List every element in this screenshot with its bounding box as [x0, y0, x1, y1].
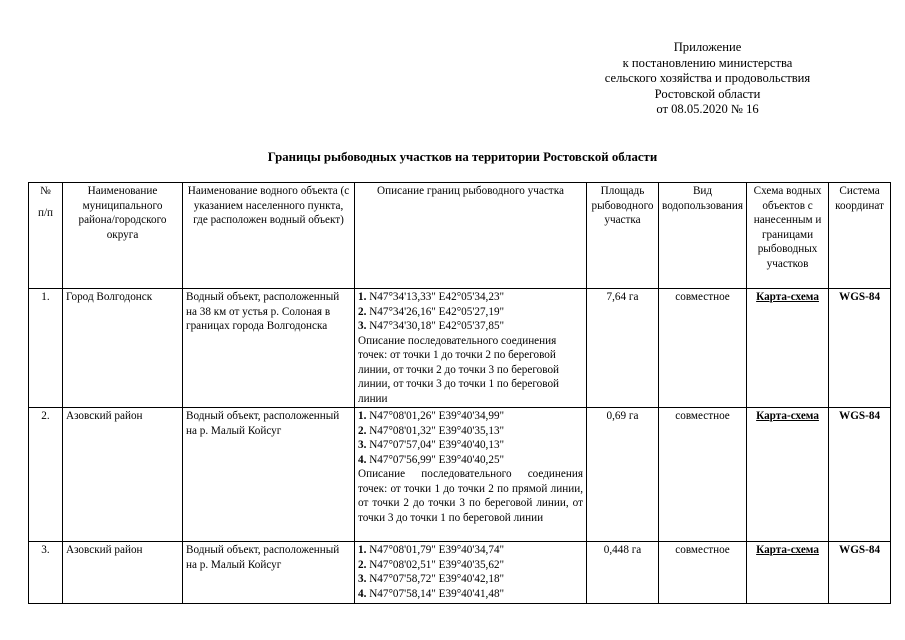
row-area: 0,69 га [587, 408, 659, 542]
table-row [29, 408, 891, 542]
header-scheme: Схема водных объектов с нанесенным и границами рыбоводных участков [747, 183, 829, 289]
row-municipality: Город Волгодонск [63, 289, 183, 408]
row-municipality: Азовский район [63, 408, 183, 542]
appendix-line: сельского хозяйства и продовольствия [604, 71, 811, 86]
appendix-header [560, 40, 855, 118]
header-boundaries: Описание границ рыбоводного участка [355, 183, 587, 289]
coordinate-point: 4. N47°07'58,14" E39°40'41,48" [358, 587, 505, 600]
header-area: Площадь рыбоводного участка [587, 183, 659, 289]
row-scheme [747, 542, 829, 604]
scheme-link[interactable]: Карта-схема [756, 544, 819, 556]
appendix-line: Приложение [673, 40, 742, 54]
row-usage: совместное [659, 289, 747, 408]
coordinate-point: 4. N47°07'56,99" E39°40'40,25" [358, 453, 505, 466]
row-number: 3. [29, 542, 63, 604]
coordinate-point: 1. N47°08'01,79" E39°40'34,74" [358, 544, 505, 556]
row-water-object: Водный объект, расположенный на р. Малый Койсуг [183, 408, 355, 542]
row-boundaries [355, 408, 587, 542]
header-municipality: Наименование муниципального района/городского округа [63, 183, 183, 289]
document-title: Границы рыбоводных участков на территории Ростовской области [267, 150, 658, 164]
row-scheme [747, 289, 829, 408]
row-usage: совместное [659, 542, 747, 604]
row-water-object: Водный объект, расположенный на 38 км от устья р. Солоная в границах города Волгодонска [183, 289, 355, 408]
appendix-line: от 08.05.2020 № 16 [656, 102, 759, 117]
row-usage: совместное [659, 408, 747, 542]
fish-farming-areas-table [28, 182, 891, 604]
coordinate-point: 1. N47°34'13,33" E42°05'34,23" [358, 291, 505, 303]
row-number: 2. [29, 408, 63, 542]
coordinate-point: 2. N47°08'02,51" E39°40'35,62" [358, 558, 505, 571]
table-row [29, 289, 891, 408]
header-water-object: Наименование водного объекта (с указанием населенного пункта, где расположен водный объект) [183, 183, 355, 289]
coordinate-point: 3. N47°07'57,04" E39°40'40,13" [358, 439, 505, 451]
header-usage: Вид водопользования [659, 183, 747, 289]
header-num: № п/п [29, 183, 63, 289]
row-area: 7,64 га [587, 289, 659, 408]
appendix-line: Ростовской области [654, 86, 761, 101]
coordinate-point: 2. N47°08'01,32" E39°40'35,13" [358, 424, 505, 437]
row-boundaries [355, 289, 587, 408]
row-municipality: Азовский район [63, 542, 183, 604]
boundary-description: Описание последовательного соединения точек: от точки 1 до точки 2 по прямой линии, от точки 2 до точки 3 по береговой линии, от точки 3 до точки 1 по береговой линии [358, 468, 583, 524]
scheme-link[interactable]: Карта-схема [756, 291, 819, 303]
coordinate-point: 2. N47°34'26,16" E42°05'27,19" [358, 305, 505, 318]
boundary-description: Описание последовательного соединения точек: от точки 1 до точки 2 по береговой линии, от точки 2 до точки 3 по береговой линии, от точки 3 до точки 1 по береговой линии [358, 334, 560, 405]
row-boundaries [355, 542, 587, 604]
coordinate-point: 3. N47°34'30,18" E42°05'37,85" [358, 320, 505, 332]
row-number: 1. [29, 289, 63, 408]
row-coord-system: WGS-84 [829, 289, 891, 408]
coordinate-point: 3. N47°07'58,72" E39°40'42,18" [358, 573, 505, 585]
table-header-row [29, 183, 891, 289]
header-system: Система координат [829, 183, 891, 289]
row-coord-system: WGS-84 [829, 408, 891, 542]
appendix-line: к постановлению министерства [622, 55, 793, 70]
table-row [29, 542, 891, 604]
coordinate-point: 1. N47°08'01,26" E39°40'34,99" [358, 410, 505, 422]
scheme-link[interactable]: Карта-схема [756, 410, 819, 422]
row-scheme [747, 408, 829, 542]
row-coord-system: WGS-84 [829, 542, 891, 604]
row-water-object: Водный объект, расположенный на р. Малый Койсуг [183, 542, 355, 604]
row-area: 0,448 га [587, 542, 659, 604]
